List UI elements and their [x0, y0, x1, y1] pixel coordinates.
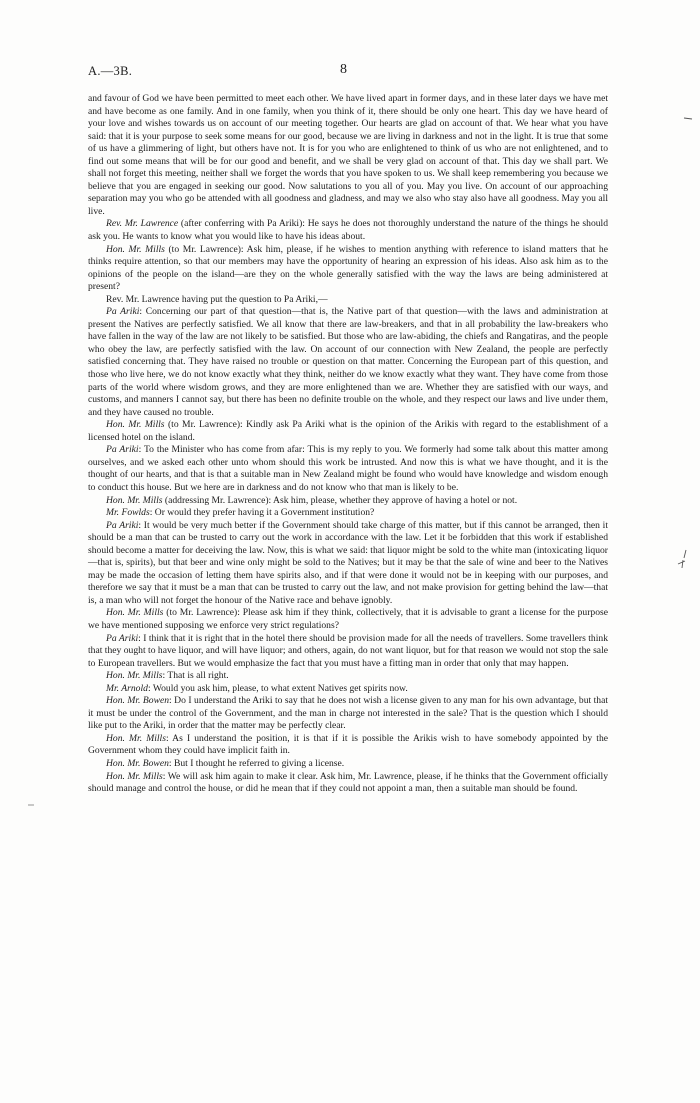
- speaker-name: Pa Ariki: [106, 306, 140, 318]
- paragraph: [88, 294, 608, 307]
- page-number: 8: [340, 62, 347, 77]
- paragraph-text: : As I understand the position, it is that if it is possible the Arikis wish to have somebody appointed by the Government whom they could have implicit faith in.: [88, 732, 609, 757]
- paragraph: [88, 244, 608, 294]
- paragraph: [88, 507, 608, 520]
- paragraph-text: : It would be very much better if the Government should take charge of this matter, but if this cannot be arranged, then it should be a man that can be trusted to carry out the work in accordance with the law. Let it be forbidden that this work if established should become a matter for deceiving the law. Now, this is what we said: that liquor might be sold to the white man (intoxicating liquor—that is, spirits), but that beer and wine only might be sold to the Natives; but it may be that the sale of wine and beer to the Natives may be made the occasion of letting them have spirits also, and if that were done it would not be in keeping with our purposes, and therefore we say that it must be a man that can be trusted to carry out the law, and not make provision for getting behind the law—that is, a man who will not forget the honour of the Native race and behave ignobly.: [88, 519, 608, 606]
- paragraph-text: : To the Minister who has come from afar: This is my reply to you. We formerly had some talk about this matter among ourselves, and we asked each other unto whom should this work be intrusted. And now this is what we have thought, and it is the thought of our hearts, and that is that a suitable man in New Zealand might be found who would have knowledge and wisdom enough to conduct this house. But we here are in darkness and do not know who that man is likely to be.: [88, 444, 608, 493]
- speaker-name: Hon. Mr. Mills: [106, 607, 164, 619]
- paragraph-text: (addressing Mr. Lawrence): Ask him, please, whether they approve of having a hotel or not.: [162, 494, 518, 506]
- paragraph-text: : Or would they prefer having it a Government institution?: [149, 507, 375, 519]
- paragraph: [88, 495, 608, 508]
- margin-dash-mark: [27, 803, 35, 807]
- document-reference: A.—3B.: [88, 64, 133, 78]
- paragraph-text: (to Mr. Lawrence): Ask him, please, if he wishes to mention anything with reference to island matters that he thinks require attention, so that our members may have the opportunity of hearing an expression of his ideas. Also ask him as to the opinions of the people on the island—are they on the whole generally satisfied with the way the laws are being administered at present?: [88, 243, 608, 293]
- speaker-name: Pa Ariki: [106, 519, 139, 531]
- speaker-name: Mr. Arnold: [106, 682, 148, 694]
- paragraph: [88, 771, 608, 796]
- paragraph: [88, 607, 608, 632]
- paragraph-opening: [88, 93, 608, 218]
- paragraph: [88, 683, 608, 696]
- speaker-name: Hon. Mr. Bowen: [106, 757, 169, 769]
- speaker-name: Mr. Fowlds: [106, 507, 150, 519]
- speaker-name: Hon. Mr. Mills: [106, 494, 163, 506]
- speaker-name: Pa Ariki: [106, 632, 139, 644]
- speaker-name: Hon. Mr. Mills: [106, 243, 165, 255]
- paragraph-text: : Would you ask him, please, to what extent Natives get spirits now.: [147, 682, 408, 694]
- speaker-name: Hon. Mr. Mills: [106, 770, 163, 782]
- margin-dash-mark: [683, 115, 693, 121]
- speaker-name: Hon. Mr. Bowen: [106, 695, 170, 707]
- paragraph-text: : Do I understand the Ariki to say that he does not wish a license given to any man for his own advantage, but that it must be under the control of the Government, and the man in charge not interested in the sale? That is the question which I should like put to the Ariki, in order that the matter may be perfectly clear.: [88, 695, 609, 732]
- paragraph-text: Rev. Mr. Lawrence having put the question to Pa Ariki,—: [106, 293, 328, 305]
- body-text: [88, 93, 608, 796]
- paragraph: [88, 758, 608, 771]
- paragraph: [88, 520, 608, 608]
- margin-tick-mark: [676, 548, 690, 570]
- paragraph-text: : That is all right.: [162, 670, 229, 682]
- paragraph-text: : We will ask him again to make it clear. Ask him, Mr. Lawrence, please, if he thinks that the Government officially should manage and control the house, or did he mean that if they could not appoint a man, then a suitable man should be found.: [88, 770, 608, 795]
- paragraph-text: : I think that it is right that in the hotel there should be provision made for all the needs of travellers. Some travellers think that they ought to have liquor, and will have liquor; and others, again, do not want liquor, but for that reason we would not stop the sale to European travellers. But we would emphasize the fact that you must have a fitting man in order that only that may happen.: [88, 632, 608, 669]
- paragraph: [88, 733, 608, 758]
- paragraph: [88, 633, 608, 671]
- paragraph: [88, 444, 608, 494]
- speaker-name: Pa Ariki: [106, 444, 139, 456]
- paragraph: [88, 419, 608, 444]
- paragraph-text: : But I thought he referred to giving a license.: [168, 757, 345, 769]
- paragraph-text: (to Mr. Lawrence): Kindly ask Pa Ariki what is the opinion of the Arikis with regard to the establishment of a licensed hotel on the island.: [88, 419, 609, 443]
- paragraph-text: : Concerning our part of that question—that is, the Native part of that question—with the laws and administration at present the Natives are perfectly satisfied. We all know that there are law-breakers, and that in all probability the law-breakers who have fallen in the way of the law are not likely to be satisfied. But those who are law-abiding, the chiefs and Rangatiras, and the people who obey the law, are perfectly satisfied with the law. On account of our connection with New Zealand, the people are perfectly satisfied concerning that. They have raised no trouble or question on that matter. Concerning the European part of this question, and those who live here, we do not know exactly what they think, neither do we know exactly what they want. They have come from those parts of the world where wisdom grows, and they are more enlightened than we are. Whether they are satisfied with our ways, and customs, and manners I cannot say, but there has been no definite trouble on the whole, and they respect our laws and live under them, and they have caused no trouble.: [88, 306, 608, 418]
- paragraph: [88, 695, 608, 733]
- speaker-name: Hon. Mr. Mills: [106, 670, 163, 682]
- paragraph-text: (after conferring with Pa Ariki): He says he does not thoroughly understand the nature of the things he should ask you. He wants to know what you would like to have his ideas about.: [88, 218, 608, 243]
- paragraph: [88, 218, 608, 243]
- paragraph-text: (to Mr. Lawrence): Please ask him if they think, collectively, that it is advisable to grant a license for the purpose we have mentioned supposing we enforce very strict regulations?: [88, 607, 609, 631]
- speaker-name: Hon. Mr. Mills: [106, 732, 166, 744]
- speaker-name: Rev. Mr. Lawrence: [106, 218, 179, 230]
- paragraph: [88, 306, 608, 419]
- speaker-name: Hon. Mr. Mills: [106, 419, 165, 431]
- paragraph: [88, 670, 608, 683]
- paragraph-text: and favour of God we have been permitted to meet each other. We have lived apart in former days, and in these later days we have met and have become as one family. And in one family, when you think of it, there should be only one heart. This day we have heard of your love and wishes towards us on account of our meeting together. Our hearts are glad on account of that. We hear what you have said: that it is your purpose to seek some means for our good, because we are living in darkness and not in the light. It is true that some of us have a glimmering of light, but others have not. It is for you who are enlightened to think of us who are not enlightened, and to find out some means that will be for our good and benefit, and we shall be very glad on account of that. This day we shall part. We shall not forget this meeting, neither shall we forget the words that you have spoken to us. We shall keep remembering you because we believe that you are engaged in seeking our good. Now salutations to you all of you. May you live. On account of our approaching separation may you who go be attended with all goodness and gladness, and may we also who stay also have all goodness. May you all live.: [88, 93, 608, 217]
